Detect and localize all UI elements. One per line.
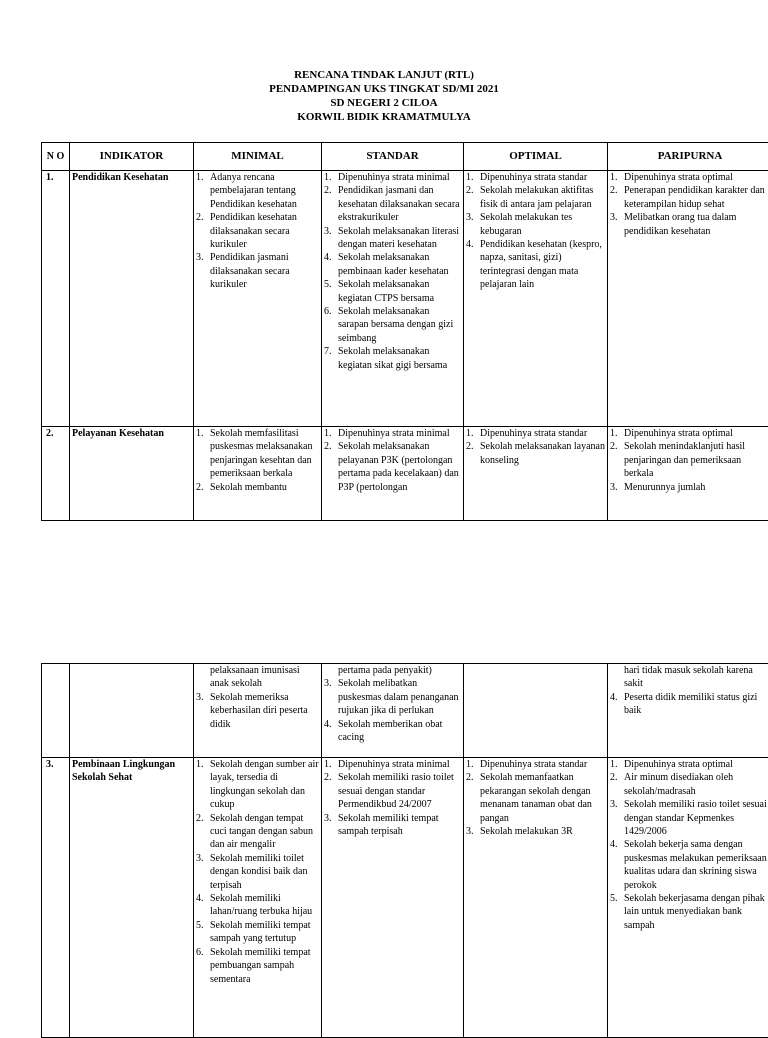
list-number: 2.	[610, 440, 618, 453]
list-text: Dipenuhinya strata optimal	[624, 172, 733, 183]
list-item	[466, 758, 605, 771]
list-item	[196, 171, 319, 211]
list-text: Pendidikan jasmani dan kesehatan dilaksanakan secara ekstrakurikuler	[338, 185, 460, 223]
list-text: Dipenuhinya strata standar	[480, 759, 587, 770]
indikator-cell	[70, 664, 194, 758]
list-text: Sekolah bekerjasama dengan pihak lain untuk menyediakan bank sampah	[624, 893, 765, 931]
paripurna-cell	[608, 758, 768, 1038]
list-item	[324, 771, 461, 811]
header-paripurna: PARIPURNA	[608, 143, 768, 171]
list-item	[196, 946, 319, 986]
standar-cell	[322, 171, 464, 427]
list-item	[466, 771, 605, 825]
title-line-3: SD NEGERI 2 CILOA	[0, 96, 768, 110]
list-item	[196, 892, 319, 919]
list-item	[324, 184, 461, 224]
list-item	[196, 251, 319, 291]
paripurna-cell	[608, 427, 768, 521]
list-item	[610, 838, 768, 892]
list-text: Sekolah melaksanakan pelayanan P3K (pertolongan pertama pada kecelakaan) dan P3P (pertolongan	[338, 441, 459, 492]
list-text: Sekolah memeriksa keberhasilan diri peserta didik	[210, 692, 308, 730]
list-number: 2.	[610, 771, 618, 784]
list-text: Peserta didik memiliki status gizi baik	[624, 692, 757, 716]
list-item	[610, 171, 768, 184]
list-number: 4.	[196, 892, 204, 905]
list-number: 3.	[466, 211, 474, 224]
list-number: 1.	[610, 427, 618, 440]
list-text: Sekolah melaksanakan layanan konseling	[480, 441, 605, 465]
list-text: Sekolah memiliki rasio toilet sesuai dengan standar Permendikbud 24/2007	[338, 772, 454, 810]
list-number: 1.	[324, 171, 332, 184]
list-item	[324, 225, 461, 252]
list-text: Adanya rencana pembelajaran tentang Pendidikan kesehatan	[210, 172, 297, 210]
list-text: Sekolah memiliki lahan/ruang terbuka hijau	[210, 893, 312, 917]
list-text: Sekolah melaksanakan kegiatan CTPS bersama	[338, 279, 434, 303]
list-text: Sekolah memiliki tempat sampah yang tertutup	[210, 920, 311, 944]
table-row	[42, 427, 768, 521]
optimal-cell	[464, 171, 608, 427]
paripurna-cell	[608, 171, 768, 427]
list-number: 3.	[324, 677, 332, 690]
list-item	[196, 481, 319, 494]
list-item	[324, 278, 461, 305]
list-item	[324, 812, 461, 839]
list-text: Sekolah memiliki rasio toilet sesuai dengan standar Kepmenkes 1429/2006	[624, 799, 767, 837]
rtl-table-page-2	[41, 663, 768, 1038]
header-indikator: INDIKATOR	[70, 143, 194, 171]
standar-cell	[322, 758, 464, 1038]
list-text: Sekolah melakukan tes kebugaran	[480, 212, 572, 236]
list-text: Dipenuhinya strata minimal	[338, 428, 450, 439]
list-item	[610, 440, 768, 480]
list-number: 5.	[610, 892, 618, 905]
list-number: 2.	[324, 771, 332, 784]
continued-text: pertama pada penyakit)	[324, 664, 461, 677]
table-row	[42, 758, 768, 1038]
list-number: 6.	[324, 305, 332, 318]
list-text: Dipenuhinya strata minimal	[338, 172, 450, 183]
list-item	[324, 677, 461, 717]
minimal-cell	[194, 427, 322, 521]
list-text: Sekolah melakukan 3R	[480, 826, 573, 837]
list-number: 4.	[324, 251, 332, 264]
list-item	[324, 171, 461, 184]
list-item	[466, 238, 605, 292]
list-text: Sekolah memiliki tempat sampah terpisah	[338, 813, 439, 837]
list-item	[324, 427, 461, 440]
list-item	[324, 718, 461, 745]
indikator-cell: Pelayanan Kesehatan	[70, 427, 194, 521]
standar-cell	[322, 427, 464, 521]
indikator-cell: Pendidikan Kesehatan	[70, 171, 194, 427]
list-number: 3.	[196, 852, 204, 865]
list-item	[610, 758, 768, 771]
list-text: Sekolah memfasilitasi puskesmas melaksanakan penjaringan kesehtan dan pemeriksaan berkala	[210, 428, 312, 479]
list-number: 6.	[196, 946, 204, 959]
header-minimal: MINIMAL	[194, 143, 322, 171]
list-number: 2.	[466, 771, 474, 784]
list-number: 4.	[610, 691, 618, 704]
list-number: 7.	[324, 345, 332, 358]
list-text: Sekolah menindaklanjuti hasil penjaringan dan pemeriksaan berkala	[624, 441, 745, 479]
list-number: 4.	[610, 838, 618, 851]
row-number: 2.	[42, 427, 70, 521]
continued-text: pelaksanaan imunisasi anak sekolah	[196, 664, 319, 691]
list-number: 3.	[324, 812, 332, 825]
header-standar: STANDAR	[322, 143, 464, 171]
list-text: Sekolah dengan tempat cuci tangan dengan sabun dan air mengalir	[210, 813, 313, 851]
list-text: Sekolah membantu	[210, 482, 287, 493]
optimal-cell	[464, 758, 608, 1038]
list-item	[324, 251, 461, 278]
title-line-4: KORWIL BIDIK KRAMATMULYA	[0, 110, 768, 124]
list-item	[466, 211, 605, 238]
list-text: Air minum disediakan oleh sekolah/madrasah	[624, 772, 733, 796]
list-item	[196, 691, 319, 731]
list-item	[324, 440, 461, 494]
list-item	[610, 481, 768, 494]
list-item	[196, 758, 319, 812]
list-text: Dipenuhinya strata optimal	[624, 759, 733, 770]
list-text: Menurunnya jumlah	[624, 482, 705, 493]
list-number: 2.	[324, 440, 332, 453]
list-number: 2.	[466, 440, 474, 453]
list-number: 2.	[196, 812, 204, 825]
list-number: 1.	[610, 171, 618, 184]
list-text: Sekolah memberikan obat cacing	[338, 719, 442, 743]
list-text: Sekolah melaksanakan kegiatan sikat gigi bersama	[338, 346, 447, 370]
list-item	[466, 440, 605, 467]
minimal-cell	[194, 664, 322, 758]
list-text: Pendidikan kesehatan dilaksanakan secara kurikuler	[210, 212, 297, 250]
list-text: Dipenuhinya strata standar	[480, 428, 587, 439]
list-item	[324, 758, 461, 771]
list-number: 2.	[324, 184, 332, 197]
list-item	[196, 812, 319, 852]
table-row	[42, 664, 768, 758]
rtl-table-page-1	[41, 142, 768, 521]
list-item	[324, 345, 461, 372]
list-text: Sekolah dengan sumber air layak, tersedia di lingkungan sekolah dan cukup	[210, 759, 319, 810]
list-text: Sekolah memanfaatkan pekarangan sekolah dengan menanam tanaman obat dan pangan	[480, 772, 592, 823]
list-item	[196, 919, 319, 946]
list-item	[324, 305, 461, 345]
list-text: Dipenuhinya strata standar	[480, 172, 587, 183]
list-number: 1.	[466, 427, 474, 440]
continued-text: hari tidak masuk sekolah karena sakit	[610, 664, 768, 691]
list-number: 5.	[324, 278, 332, 291]
list-number: 2.	[610, 184, 618, 197]
list-text: Pendidikan kesehatan (kespro, napza, sanitasi, gizi) terintegrasi dengan mata pelajaran lain	[480, 239, 602, 290]
list-number: 1.	[610, 758, 618, 771]
list-item	[610, 771, 768, 798]
list-number: 4.	[324, 718, 332, 731]
header-optimal: OPTIMAL	[464, 143, 608, 171]
list-number: 2.	[196, 481, 204, 494]
standar-cell	[322, 664, 464, 758]
list-number: 3.	[196, 691, 204, 704]
list-item	[466, 427, 605, 440]
list-text: Dipenuhinya strata optimal	[624, 428, 733, 439]
list-number: 1.	[466, 171, 474, 184]
list-item	[466, 171, 605, 184]
list-number: 3.	[610, 481, 618, 494]
list-text: Sekolah melakukan aktifitas fisik di antara jam pelajaran	[480, 185, 593, 209]
list-number: 3.	[324, 225, 332, 238]
optimal-cell	[464, 427, 608, 521]
list-number: 5.	[196, 919, 204, 932]
list-number: 1.	[196, 758, 204, 771]
minimal-cell	[194, 758, 322, 1038]
list-number: 2.	[196, 211, 204, 224]
list-item	[610, 691, 768, 718]
list-item	[196, 211, 319, 251]
list-text: Sekolah melaksanakan pembinaan kader kesehatan	[338, 252, 449, 276]
list-item	[466, 184, 605, 211]
list-number: 3.	[196, 251, 204, 264]
list-text: Sekolah melibatkan puskesmas dalam penanganan rujukan jika di perlukan	[338, 678, 459, 716]
list-text: Sekolah memiliki toilet dengan kondisi baik dan terpisah	[210, 853, 307, 891]
header-no: N O	[42, 143, 70, 171]
list-number: 1.	[196, 171, 204, 184]
list-item	[466, 825, 605, 838]
paripurna-cell	[608, 664, 768, 758]
list-text: Melibatkan orang tua dalam pendidikan kesehatan	[624, 212, 736, 236]
list-text: Sekolah melaksanakan literasi dengan materi kesehatan	[338, 226, 459, 250]
list-text: Sekolah melaksanakan sarapan bersama dengan gizi seimbang	[338, 306, 453, 344]
minimal-cell	[194, 171, 322, 427]
table-row	[42, 171, 768, 427]
row-number	[42, 664, 70, 758]
row-number: 1.	[42, 171, 70, 427]
list-number: 3.	[610, 211, 618, 224]
list-item	[610, 211, 768, 238]
title-line-2: PENDAMPINGAN UKS TINGKAT SD/MI 2021	[0, 82, 768, 96]
list-item	[196, 852, 319, 892]
list-number: 1.	[196, 427, 204, 440]
list-number: 1.	[324, 427, 332, 440]
list-number: 1.	[324, 758, 332, 771]
list-number: 3.	[466, 825, 474, 838]
list-item	[610, 427, 768, 440]
list-item	[610, 184, 768, 211]
list-text: Pendidikan jasmani dilaksanakan secara kurikuler	[210, 252, 290, 290]
list-number: 1.	[466, 758, 474, 771]
list-text: Dipenuhinya strata minimal	[338, 759, 450, 770]
list-text: Sekolah bekerja sama dengan puskesmas melakukan pemeriksaan kualitas udara dan skrining siswa perokok	[624, 839, 767, 890]
list-item	[610, 798, 768, 838]
list-number: 2.	[466, 184, 474, 197]
optimal-cell	[464, 664, 608, 758]
list-text: Penerapan pendidikan karakter dan keterampilan hidup sehat	[624, 185, 765, 209]
list-number: 4.	[466, 238, 474, 251]
indikator-cell: Pembinaan Lingkungan Sekolah Sehat	[70, 758, 194, 1038]
list-text: Sekolah memiliki tempat pembuangan sampah sementara	[210, 947, 311, 985]
title-line-1: RENCANA TINDAK LANJUT (RTL)	[0, 68, 768, 82]
document-title	[0, 68, 768, 124]
list-number: 3.	[610, 798, 618, 811]
row-number: 3.	[42, 758, 70, 1038]
list-item	[196, 427, 319, 481]
list-item	[610, 892, 768, 932]
